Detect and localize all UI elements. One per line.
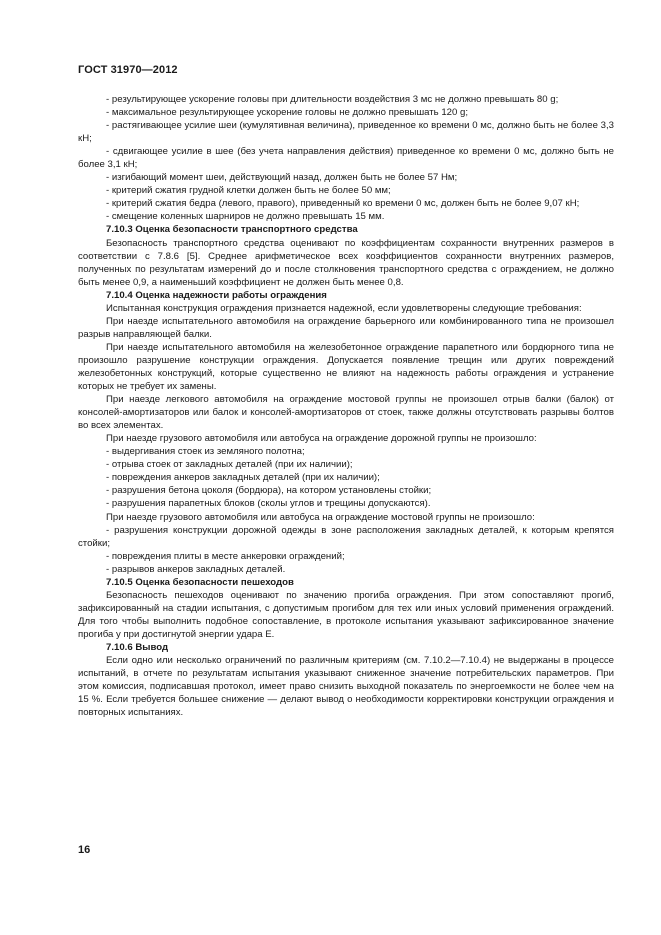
paragraph: - изгибающий момент шеи, действующий назад, должен быть не более 57 Нм; <box>106 172 458 184</box>
paragraph: - разрывов анкеров закладных деталей. <box>106 563 286 575</box>
paragraph: При наезде испытательного автомобиля на ограждение барьерного или комбинированного типа не произошел разрыв направляющей балки. <box>78 315 614 340</box>
paragraph: - повреждения анкеров закладных деталей (при их наличии); <box>106 472 380 484</box>
document-body <box>78 93 614 719</box>
paragraph: При наезде испытательного автомобиля на железобетонное ограждение парапетного или бордюрного типа не произошло разрушение конструкции ограждения. Допускается появление трещин или других повреждений железобетонных конструкций, которые существенно не влияют на надежность работы ограждения и устранение которых не требует их замены. <box>78 341 614 393</box>
paragraph: Испытанная конструкция ограждения признается надежной, если удовлетворены следующие требования: <box>106 302 582 314</box>
section-heading: 7.10.5 Оценка безопасности пешеходов <box>106 576 294 588</box>
section-heading: 7.10.3 Оценка безопасности транспортного средства <box>106 224 358 236</box>
paragraph: - отрыва стоек от закладных деталей (при их наличии); <box>106 459 353 471</box>
document-header: ГОСТ 31970—2012 <box>78 64 178 76</box>
paragraph: При наезде грузового автомобиля или автобуса на ограждение дорожной группы не произошло: <box>106 433 537 445</box>
paragraph: - критерий сжатия бедра (левого, правого), приведенный ко времени 0 мс, должен быть не более 9,07 кН; <box>106 198 580 210</box>
paragraph: - разрушения парапетных блоков (сколы углов и трещины допускаются). <box>106 498 431 510</box>
paragraph: При наезде грузового автомобиля или автобуса на ограждение мостовой группы не произошло: <box>106 511 535 523</box>
section-heading: 7.10.4 Оценка надежности работы ограждения <box>106 289 327 301</box>
page-number: 16 <box>78 844 91 856</box>
paragraph: - результирующее ускорение головы при длительности воздействия 3 мс не должно превышать 80 g; <box>106 94 559 105</box>
paragraph: Если одно или несколько ограничений по различным критериям (см. 7.10.2—7.10.4) не выдержаны в процессе испытаний, в отчете по результатам испытания указывают сниженное значение потребительских параметров. При этом комиссия, подписавшая протокол, имеет право снизить выходной показатель по энергоемкости не более чем на 15 %. Если требуется большее снижение — делают вывод о необходимости корректировки конструкции ограждения и повторных испытаниях. <box>78 655 614 719</box>
paragraph: Безопасность пешеходов оценивают по значению прогиба ограждения. При этом сопоставляют прогиб, зафиксированный на стадии испытания, с допустимым прогибом для тех или иных условий применения ограждений. Для того чтобы выполнить подобное сопоставление, в протоколе испытания указывают зафиксированное значение прогиба y при достигнутой энергии удара E. <box>78 589 614 640</box>
paragraph: При наезде легкового автомобиля на ограждение мостовой группы не произошел отрыв балки (балок) от консолей-амортизаторов или балок и консолей-амортизаторов от стоек, также должны отсутствовать разрывы болтов во всех элементах. <box>78 394 614 432</box>
paragraph: - критерий сжатия грудной клетки должен быть не более 50 мм; <box>106 185 391 197</box>
paragraph: - разрушения бетона цоколя (бордюра), на котором установлены стойки; <box>106 485 432 497</box>
paragraph: - разрушения конструкции дорожной одежды в зоне расположения закладных деталей, к которым крепятся стойки; <box>78 524 614 549</box>
paragraph: - смещение коленных шарниров не должно превышать 15 мм. <box>106 211 385 223</box>
paragraph: - выдергивания стоек из земляного полотна; <box>106 446 305 458</box>
paragraph: - повреждения плиты в месте анкеровки ограждений; <box>106 550 345 562</box>
paragraph: - растягивающее усилие шеи (кумулятивная величина), приведенное ко времени 0 мс, должно быть не более 3,3 кН; <box>78 120 614 145</box>
section-heading: 7.10.6 Вывод <box>106 641 169 653</box>
paragraph: - сдвигающее усилие в шее (без учета направления действия) приведенное ко времени 0 мс, должно быть не более 3,1 кН; <box>78 146 614 171</box>
paragraph: - максимальное результирующее ускорение головы не должно превышать 120 g; <box>106 107 469 119</box>
paragraph: Безопасность транспортного средства оценивают по коэффициентам сохранности внутренних размеров в соответствии с 7.8.6 [5]. Среднее арифметическое всех коэффициентов сохранности внутренних размеров, полученных по результатам измерений до и после столкновения транспортного средства с ограждением, не должно быть менее 0,9, а наименьший коэффициент не должен быть менее 0,8. <box>78 237 614 288</box>
